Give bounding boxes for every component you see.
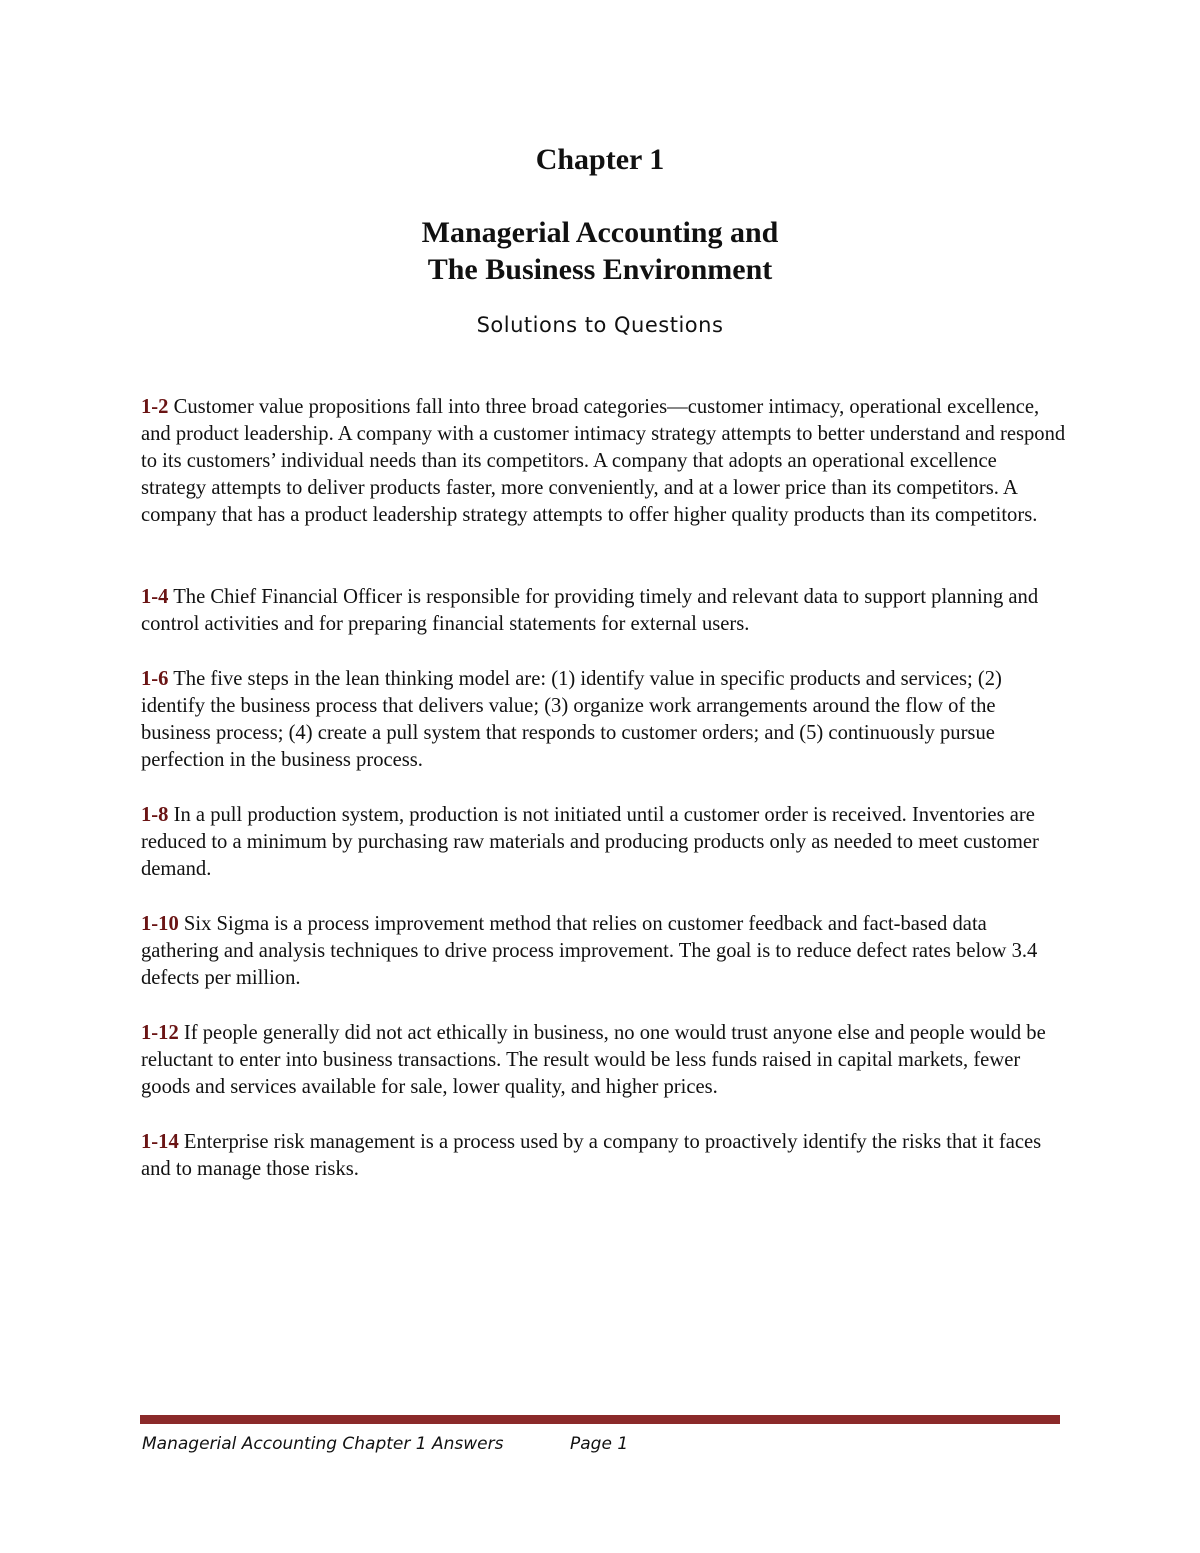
footer-rule <box>140 1415 1060 1424</box>
answer-text: If people generally did not act ethically in business, no one would trust anyone else and people would be reluctant to enter into business transactions. The result would be less funds raised in capital markets, fewer goods and services available for sale, lower quality, and higher prices. <box>141 1022 1046 1098</box>
answer-1-14 <box>141 1129 1066 1183</box>
answer-text: Six Sigma is a process improvement method that relies on customer feedback and fact-based data gathering and analysis techniques to drive process improvement. The goal is to reduce defect rates below 3.4 defects per million. <box>141 913 1038 989</box>
answer-text: Enterprise risk management is a process used by a company to proactively identify the risks that it faces and to manage those risks. <box>141 1131 1042 1180</box>
question-number: 1-14 <box>141 1131 179 1153</box>
question-number: 1-10 <box>141 913 179 935</box>
footer-label: Managerial Accounting Chapter 1 Answers <box>142 1434 504 1454</box>
book-title <box>0 214 1200 288</box>
question-number: 1-8 <box>141 804 169 826</box>
chapter-title: Chapter 1 <box>535 143 665 176</box>
answer-text: The five steps in the lean thinking model are: (1) identify value in specific products and services; (2) identify the business process that delivers value; (3) organize work arrangements around the flow of the business process; (4) create a pull system that responds to customer orders; and (5) continuously pursue perfection in the business process. <box>141 668 1002 771</box>
answer-1-12 <box>141 1020 1066 1101</box>
answer-text: In a pull production system, production is not initiated until a customer order is received. Inventories are reduced to a minimum by purchasing raw materials and producing products only as needed to meet customer demand. <box>141 804 1039 880</box>
answer-text: The Chief Financial Officer is responsible for providing timely and relevant data to support planning and control activities and for preparing financial statements for external users. <box>141 586 1039 635</box>
answer-text: Customer value propositions fall into three broad categories—customer intimacy, operational excellence, and product leadership. A company with a customer intimacy strategy attempts to better understand and respond to its customers’ individual needs than its competitors. A company that adopts an operational excellence strategy attempts to deliver products faster, more conveniently, and at a lower price than its competitors. A company that has a product leadership strategy attempts to offer higher quality products than its competitors. <box>141 396 1066 526</box>
page-footer <box>142 1432 1060 1456</box>
answer-1-8 <box>141 802 1066 883</box>
question-number: 1-2 <box>141 396 169 418</box>
book-title-line-2: The Business Environment <box>427 253 773 286</box>
section-title: Solutions to Questions <box>476 313 724 337</box>
question-number: 1-4 <box>141 586 169 608</box>
answer-1-6 <box>141 666 1066 774</box>
answer-1-4 <box>141 584 1066 638</box>
book-title-line-1: Managerial Accounting and <box>421 216 779 249</box>
answer-1-10 <box>141 911 1066 992</box>
answer-1-2 <box>141 394 1066 529</box>
page-number: Page 1 <box>570 1434 629 1454</box>
question-number: 1-12 <box>141 1022 179 1044</box>
question-number: 1-6 <box>141 668 169 690</box>
answers-list <box>141 394 1066 1183</box>
